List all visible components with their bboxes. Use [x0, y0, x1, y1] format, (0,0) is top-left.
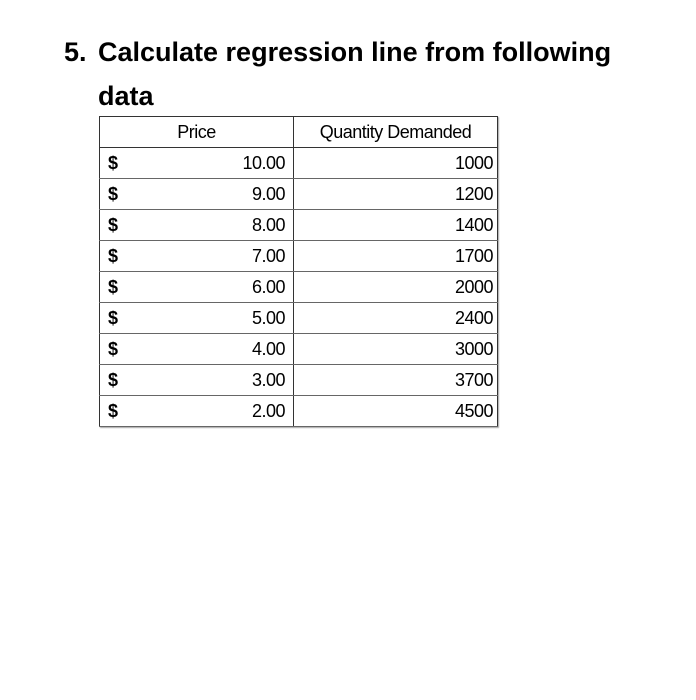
quantity-value: 1000 [294, 148, 498, 179]
price-value: 6.00 [251, 277, 285, 297]
price-cell [100, 272, 294, 303]
quantity-value: 2000 [294, 272, 498, 303]
table-header-row [100, 117, 498, 148]
table-row [100, 148, 498, 179]
price-value: 5.00 [251, 308, 285, 328]
currency-symbol: $ [108, 370, 118, 390]
quantity-value: 2400 [294, 303, 498, 334]
price-cell [100, 179, 294, 210]
currency-symbol: $ [108, 246, 118, 266]
currency-symbol: $ [108, 339, 118, 359]
table-row [100, 272, 498, 303]
price-cell [100, 148, 294, 179]
currency-symbol: $ [108, 308, 118, 328]
table-row [100, 303, 498, 334]
currency-symbol: $ [108, 184, 118, 204]
currency-symbol: $ [108, 153, 118, 173]
price-cell [100, 210, 294, 241]
price-cell [100, 303, 294, 334]
price-value: 2.00 [251, 401, 285, 421]
question-text-line2: data [98, 81, 154, 111]
price-value: 4.00 [251, 339, 285, 359]
table-row [100, 241, 498, 272]
quantity-value: 1400 [294, 210, 498, 241]
price-value: 9.00 [251, 184, 285, 204]
table-row [100, 365, 498, 396]
quantity-value: 1200 [294, 179, 498, 210]
currency-symbol: $ [108, 215, 118, 235]
quantity-value: 3700 [294, 365, 498, 396]
table-row [100, 334, 498, 365]
currency-symbol: $ [108, 277, 118, 297]
price-cell [100, 241, 294, 272]
price-value: 10.00 [242, 153, 285, 173]
table-row [100, 210, 498, 241]
price-cell [100, 334, 294, 365]
price-value: 3.00 [251, 370, 285, 390]
currency-symbol: $ [108, 401, 118, 421]
table-row [100, 179, 498, 210]
quantity-value: 4500 [294, 396, 498, 427]
price-value: 8.00 [251, 215, 285, 235]
table-row [100, 396, 498, 427]
header-price: Price [100, 117, 294, 148]
header-quantity-demanded: Quantity Demanded [294, 117, 498, 148]
price-cell [100, 396, 294, 427]
question-heading [64, 30, 684, 118]
question-number: 5. [64, 37, 87, 67]
price-cell [100, 365, 294, 396]
price-quantity-table [99, 116, 498, 427]
question-text-line1: Calculate regression line from following [98, 37, 612, 67]
price-value: 7.00 [251, 246, 285, 266]
quantity-value: 1700 [294, 241, 498, 272]
quantity-value: 3000 [294, 334, 498, 365]
